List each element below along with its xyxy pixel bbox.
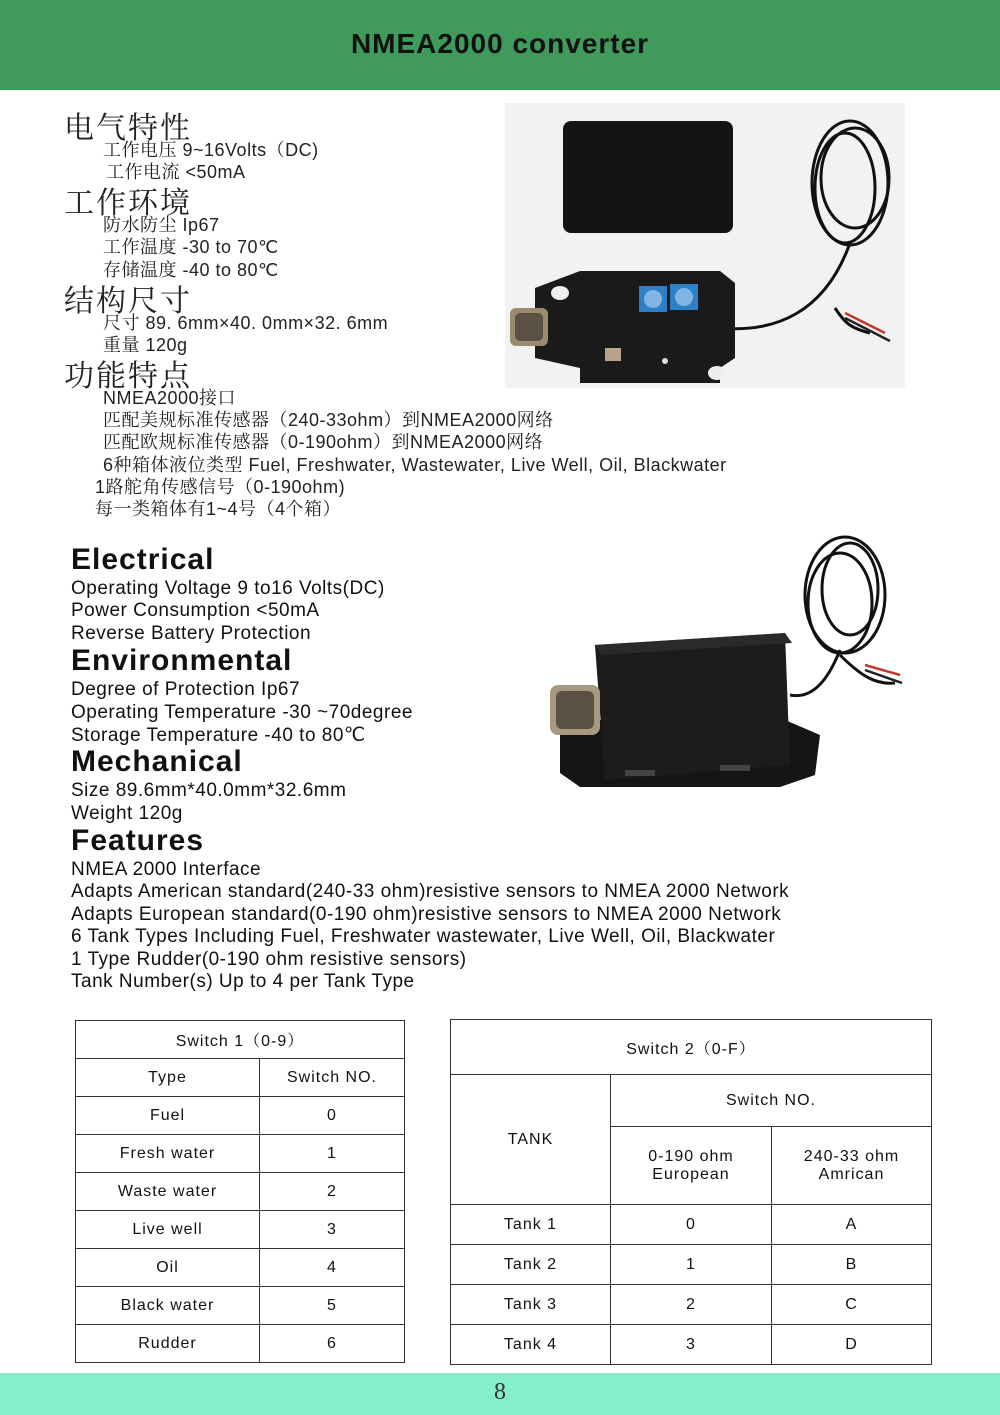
table-row [76, 1325, 405, 1363]
switch1-no-cell: 0 [260, 1097, 405, 1135]
en-weight: Weight 120g [71, 803, 183, 824]
switch2-header-switch-no: Switch NO. [611, 1075, 932, 1127]
european-range-label: 0-190 ohm [648, 1147, 734, 1165]
table-row [76, 1287, 405, 1325]
cn-weight: 重量 120g [103, 335, 188, 355]
switch2-header-tank: TANK [451, 1075, 611, 1205]
en-environmental-heading: Environmental [71, 644, 293, 677]
en-feature-5: 1 Type Rudder(0-190 ohm resistive sensors) [71, 949, 467, 970]
table-row [451, 1285, 932, 1325]
cn-feature-5: 1路舵角传感信号（0-190ohm) [95, 477, 346, 497]
switch1-type-cell: Waste water [76, 1173, 260, 1211]
en-feature-2: Adapts American standard(240-33 ohm)resistive sensors to NMEA 2000 Network [71, 881, 790, 902]
switch1-type-cell: Fuel [76, 1097, 260, 1135]
american-range-label: 240-33 ohm [803, 1147, 900, 1165]
switch2-eu-cell: 3 [611, 1325, 772, 1365]
table-row [451, 1245, 932, 1285]
table-row [451, 1205, 932, 1245]
european-label: European [652, 1165, 730, 1183]
switch2-table [450, 1019, 932, 1365]
en-reverse: Reverse Battery Protection [71, 623, 312, 644]
switch1-no-cell: 1 [260, 1135, 405, 1173]
en-size: Size 89.6mm*40.0mm*32.6mm [71, 780, 347, 801]
en-electrical-heading: Electrical [71, 543, 215, 576]
switch2-eu-cell: 2 [611, 1285, 772, 1325]
table-row [76, 1135, 405, 1173]
en-feature-3: Adapts European standard(0-190 ohm)resistive sensors to NMEA 2000 Network [71, 904, 782, 925]
cn-feature-1: NMEA2000接口 [103, 388, 237, 408]
switch1-no-cell: 2 [260, 1173, 405, 1211]
switch1-no-cell: 4 [260, 1249, 405, 1287]
switch2-tank-cell: Tank 4 [451, 1325, 611, 1365]
en-storage-temp: Storage Temperature -40 to 80℃ [71, 725, 366, 746]
switch2-eu-cell: 1 [611, 1245, 772, 1285]
en-feature-1: NMEA 2000 Interface [71, 859, 262, 880]
switch1-no-cell: 3 [260, 1211, 405, 1249]
switch1-header-type: Type [76, 1059, 260, 1097]
en-op-temp: Operating Temperature -30 ~70degree [71, 702, 413, 723]
cn-structure-heading: 结构尺寸 [64, 284, 192, 319]
en-feature-4: 6 Tank Types Including Fuel, Freshwater wastewater, Live Well, Oil, Blackwater [71, 926, 776, 947]
switch2-tank-cell: Tank 2 [451, 1245, 611, 1285]
table-row [76, 1249, 405, 1287]
switch2-us-cell: D [772, 1325, 932, 1365]
en-feature-6: Tank Number(s) Up to 4 per Tank Type [71, 971, 415, 992]
en-features-heading: Features [71, 824, 205, 857]
en-power: Power Consumption <50mA [71, 600, 320, 621]
cn-size: 尺寸 89. 6mm×40. 0mm×32. 6mm [103, 313, 389, 333]
cn-feature-4: 6种箱体液位类型 Fuel, Freshwater, Wastewater, Live Well, Oil, Blackwater [103, 455, 727, 475]
cn-environment-heading: 工作环境 [64, 186, 192, 221]
switch2-header-american [772, 1127, 932, 1205]
switch2-tank-cell: Tank 3 [451, 1285, 611, 1325]
switch1-type-cell: Rudder [76, 1325, 260, 1363]
switch1-no-cell: 6 [260, 1325, 405, 1363]
page-number: 8 [494, 1379, 506, 1405]
product-photo-top-view [505, 103, 905, 388]
switch1-type-cell: Live well [76, 1211, 260, 1249]
page-title: NMEA2000 converter [350, 28, 650, 59]
table-row [76, 1211, 405, 1249]
footer-bar [0, 1373, 1000, 1415]
switch2-us-cell: A [772, 1205, 932, 1245]
cn-voltage: 工作电压 9~16Volts（DC) [103, 140, 319, 160]
cn-storage-temp: 存储温度 -40 to 80℃ [103, 260, 279, 280]
table-row [76, 1173, 405, 1211]
switch2-eu-cell: 0 [611, 1205, 772, 1245]
switch2-tank-cell: Tank 1 [451, 1205, 611, 1245]
cn-feature-6: 每一类箱体有1~4号（4个箱） [95, 499, 342, 519]
switch2-us-cell: C [772, 1285, 932, 1325]
switch1-table [75, 1020, 405, 1363]
cn-op-temp: 工作温度 -30 to 70℃ [103, 237, 279, 257]
switch2-header-european [611, 1127, 772, 1205]
switch1-type-cell: Fresh water [76, 1135, 260, 1173]
cn-features-heading: 功能特点 [64, 359, 192, 394]
en-mechanical-heading: Mechanical [71, 745, 243, 778]
switch1-header-switch-no: Switch NO. [260, 1059, 405, 1097]
cn-current: 工作电流 <50mA [106, 162, 246, 182]
en-protection: Degree of Protection Ip67 [71, 679, 301, 700]
table-row [76, 1097, 405, 1135]
american-label: Amrican [818, 1165, 885, 1183]
cn-feature-2: 匹配美规标准传感器（240-33ohm）到NMEA2000网络 [103, 410, 554, 430]
en-voltage: Operating Voltage 9 to16 Volts(DC) [71, 578, 385, 599]
switch1-title: Switch 1（0-9） [76, 1021, 405, 1059]
switch1-no-cell: 5 [260, 1287, 405, 1325]
switch2-title: Switch 2（0-F） [451, 1020, 932, 1075]
switch1-type-cell: Oil [76, 1249, 260, 1287]
switch1-type-cell: Black water [76, 1287, 260, 1325]
cn-feature-3: 匹配欧规标准传感器（0-190ohm）到NMEA2000网络 [103, 432, 544, 452]
product-photo-closed-housing [540, 525, 940, 810]
cn-electrical-heading: 电气特性 [64, 111, 192, 146]
header-bar [0, 0, 1000, 90]
cn-protection: 防水防尘 Ip67 [103, 215, 220, 235]
switch2-us-cell: B [772, 1245, 932, 1285]
table-row [451, 1325, 932, 1365]
